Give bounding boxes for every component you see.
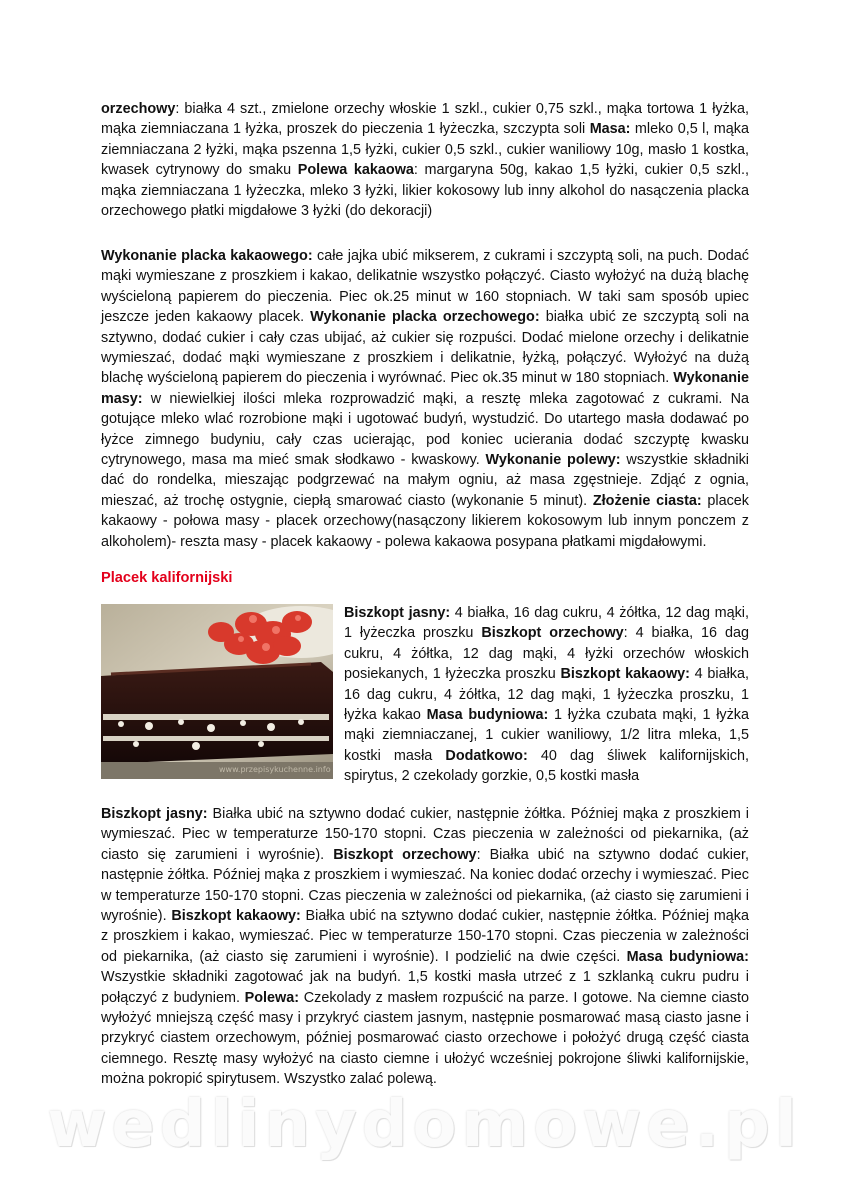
bold-heading-run: Masa:: [589, 121, 631, 138]
bold-heading-run: Dodatkowo:: [445, 747, 528, 764]
text-run: Wszystkie składniki zagotować jak na budyń. 1,5 kostki masła utrzeć z 1 szklanką cukru pudru i połączyć z budyniem.: [101, 969, 749, 1006]
text-run: 4 białka, 16 dag cukru, 4 żółtka, 12 dag mąki, 1 łyżeczka proszku: [344, 605, 750, 642]
text-run: placek kakaowy - połowa masy - placek orzechowy(nasączony likierem kokosowym lub innym ponczem z alkoholem)- reszta masy - placek kakaowy - polewa kakaowa posypana płatkami migdałowymi.: [101, 492, 749, 550]
bold-heading-run: Polewa kakaowa: [297, 162, 414, 179]
bold-heading-run: Masa budyniowa:: [626, 948, 749, 965]
bold-heading-run: Biszkopt jasny:: [344, 605, 451, 621]
text-run: w niewielkiej ilości mleka rozprowadzić mąki, a resztę mleka zagotować z cukrami. Na gotujące mleko wlać rozrobione mąki i ugotować budyń, wystudzić. Do utartego masła dodawać po łyżce zimnego budyniu, cały czas ucierając, pod koniec ucierania dodać szczyptę kwasku cytrynowego, masa ma mieć smak słodkawo - kwaskowy.: [101, 390, 749, 469]
text-run: Czekolady z masłem rozpuścić na parze. I gotowe. Na ciemne ciasto wyłożyć mniejszą część masy i przykryć ciastem jasnym, następnie posmarować masą ciasto jasne i przykryć ciastem orzechowym, później posmarować ciasto orzechowe i położyć drugą część ciasta ciemnego. Resztę masy wyłożyć na ciasto ciemne i ułożyć wcześniej pokrojone śliwki kalifornijskie, można pokropić spirytusem. Wszystko zalać polewą.: [101, 989, 749, 1088]
ingredients-paragraph-kalifornijski: [344, 603, 749, 787]
bold-heading-run: Wykonanie placka orzechowego:: [310, 309, 540, 326]
bold-heading-run: Biszkopt kakaowy:: [171, 908, 301, 925]
recipe-title: Placek kalifornijski: [101, 570, 233, 586]
text-run: 40 dag śliwek kalifornijskich, spirytus, 2 czekolady gorzkie, 0,5 kostki masła: [344, 747, 750, 785]
bold-heading-run: Biszkopt jasny:: [101, 806, 208, 822]
text-run: 4 białka, 16 dag cukru, 4 żółtka, 12 dag mąki, 1 łyżeczka proszku, 1 łyżka kakao: [344, 666, 749, 724]
ingredients-paragraph: [101, 99, 749, 221]
text-run: : Białka ubić na sztywno dodać cukier, następnie żółtka. Później mąka z proszkiem i wymieszać. Na koniec dodać orzechy i wymieszać. Piec w temperaturze 150-170 stopni. Czas pieczenia w zależności od piekarnika, (aż ciasto się zarumieni i wyrośnie).: [101, 846, 750, 925]
bold-heading-run: Wykonanie polewy:: [485, 452, 621, 469]
text-run: wszystkie składniki dać do rondelka, mieszając podgrzewać na małym ogniu, aż masa zgęstnieje. Zdjąć z ognia, mieszać, aż trochę ostygnie, ciepłą smarować ciasto (wykonanie 5 minut).: [101, 452, 749, 509]
photo-caption: www.przepisykuchenne.info: [219, 765, 331, 774]
text-run: białka ubić ze szczyptą soli na sztywno, dodać cukier i cały czas ubijać, aż cukier się rozpuści. Dodać mielone orzechy i delikatnie wymieszać, dodać mąki wymieszane z proszkiem i delikatnie, łyżką, połączyć. Wyłożyć na dużą blachę wyścieloną papierem do pieczenia i wyrównać. Piec ok.35 minut w 180 stopniach.: [101, 309, 749, 387]
text-run: Białka ubić na sztywno dodać cukier, następnie żółtka. Później mąka z proszkiem i wymieszać. Piec w temperaturze 150-170 stopni. Czas pieczenia w zależności od piekarnika, (aż ciasto się zarumieni i wyrośnie).: [101, 806, 750, 863]
bold-heading-run: Biszkopt orzechowy: [333, 846, 477, 863]
text-run: : białka 4 szt., zmielone orzechy włoskie 1 szkl., cukier 0,75 szkl., mąka tortowa 1 łyżka, mąka ziemniaczana 1 łyżka, proszek do pieczenia 1 łyżeczka, szczypta soli: [101, 101, 749, 138]
text-run: 1 łyżka czubata mąki, 1 łyżka mąki ziemniaczanej, 1 cukier waniliowy, 1/2 litra mleka, 1,5 kostki masła: [344, 707, 749, 764]
text-run: całe jajka ubić mikserem, z cukrami i szczyptą soli, na puch. Dodać mąki wymieszane z proszkiem i kakao, delikatnie wszystko połączyć. Ciasto wyłożyć na dużą blachę wyścieloną papierem do pieczenia. Piec ok.25 minut w 160 stopniach. W taki sam sposób upiec jeszcze jeden kakaowy placek.: [101, 248, 749, 326]
text-run: mleko 0,5 l, mąka ziemniaczana 2 łyżki, mąka pszenna 1,5 łyżki, cukier 0,5 szkl., cukier waniliowy 10g, masło 1 kostka, kwasek cytrynowy do smaku: [101, 121, 749, 179]
watermark: wedlinydomowe.pl: [47, 1088, 802, 1162]
bold-heading-run: Złożenie ciasta:: [592, 492, 702, 509]
text-run: Białka ubić na sztywno dodać cukier, następnie żółtka. Później mąka z proszkiem i kakao, wymieszać. Piec w temperaturze 150-170 stopni. Czas pieczenia w zależności od piekarnika, (aż ciasto się zarumieni i wyrośnie). I podzielić na dwie części.: [101, 908, 749, 965]
bold-heading-run: Biszkopt kakaowy:: [560, 666, 690, 683]
preparation-paragraph-kalifornijski: [101, 804, 749, 1090]
text-run: : 4 białka, 16 dag cukru, 4 żółtka, 12 dag mąki, 4 łyżki orzechów włoskich posiekanych, 1 łyżeczka proszku: [344, 625, 749, 683]
text-run: : margaryna 50g, kakao 1,5 łyżki, cukier 0,5 szkl., mąka ziemniaczana 1 łyżeczka, mleko 3 łyżki, likier kokosowy lub inny alkohol do nasączenia placka orzechowego płatki migdałowe 3 łyżki (do dekoracji): [101, 162, 749, 220]
preparation-paragraph: [101, 246, 749, 552]
bold-heading-run: orzechowy: [101, 101, 176, 117]
bold-heading-run: Masa budyniowa:: [426, 707, 549, 724]
bold-heading-run: Biszkopt orzechowy: [481, 625, 624, 642]
bold-heading-run: Wykonanie masy:: [101, 370, 749, 407]
cake-slice-photo: [101, 604, 333, 779]
bold-heading-run: Wykonanie placka kakaowego:: [101, 248, 313, 264]
bold-heading-run: Polewa:: [244, 989, 300, 1006]
